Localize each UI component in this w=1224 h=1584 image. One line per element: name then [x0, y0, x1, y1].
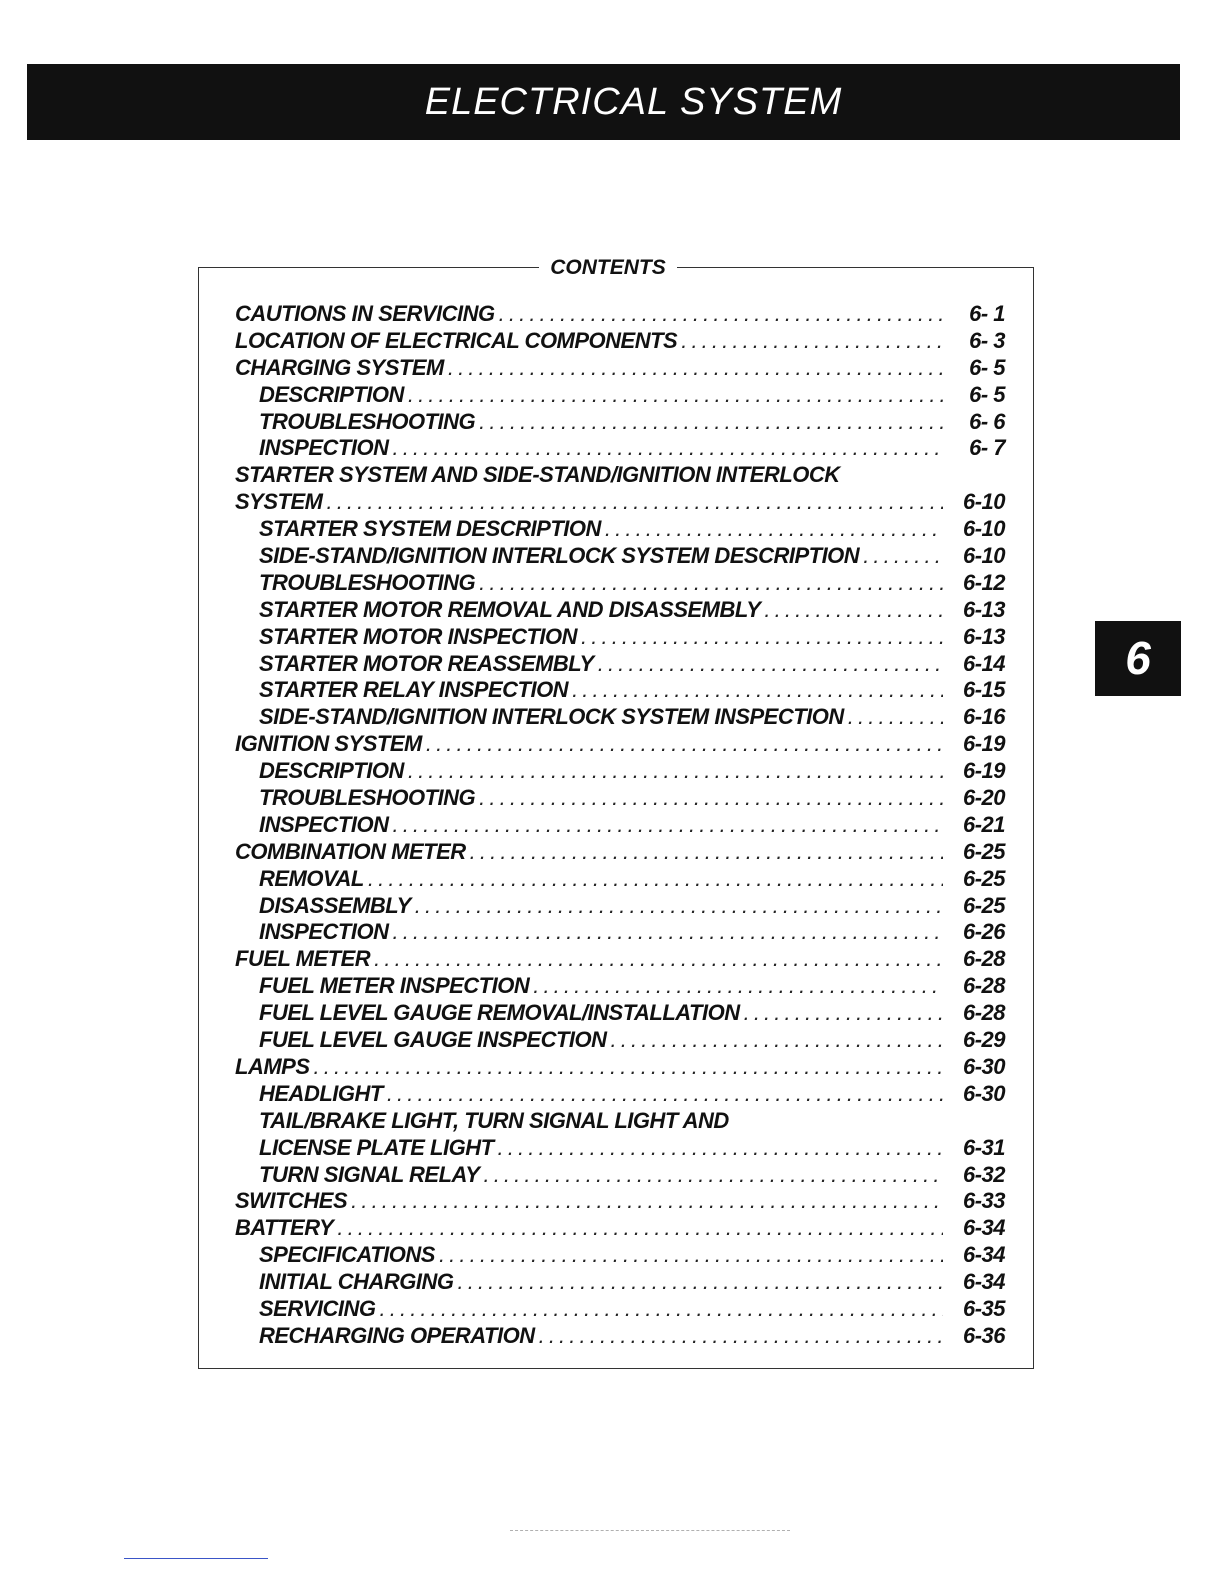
- toc-dot-leader: [605, 516, 943, 542]
- toc-entry-page: 6- 3: [969, 327, 1005, 353]
- toc-entry-page: 6-26: [962, 919, 1005, 945]
- toc-entry-title: FUEL METER: [235, 946, 371, 972]
- toc-dot-leader: [611, 1027, 943, 1053]
- toc-entry-title: INSPECTION: [259, 919, 389, 945]
- toc-entry-title: STARTER MOTOR REASSEMBLY: [259, 650, 594, 676]
- toc-dot-leader: [479, 570, 943, 596]
- toc-dot-leader: [572, 677, 943, 703]
- toc-entry-page: 6-16: [962, 704, 1005, 730]
- toc-dot-leader: [368, 866, 943, 892]
- toc-entry-page: 6-28: [962, 973, 1005, 999]
- toc-entry-page: 6-12: [962, 569, 1005, 595]
- toc-entry: [235, 651, 1005, 678]
- toc-entry: [235, 570, 1005, 597]
- toc-dot-leader: [374, 946, 943, 972]
- toc-dot-leader: [439, 1242, 943, 1268]
- toc-entry-page: 6-14: [962, 650, 1005, 676]
- toc-entry: [235, 1135, 1005, 1162]
- page-scan-marks: [510, 1530, 790, 1531]
- toc-entry-page: 6- 1: [969, 301, 1005, 326]
- toc-entry-title: REMOVAL: [259, 865, 364, 891]
- toc-entry-title: DISASSEMBLY: [259, 892, 411, 918]
- toc-entry: [235, 489, 1005, 516]
- toc-entry-page: 6-32: [962, 1161, 1005, 1187]
- toc-dot-leader: [533, 973, 943, 999]
- toc-entry-title: STARTER SYSTEM AND SIDE-STAND/IGNITION INTERLOCK: [235, 462, 840, 488]
- toc-entry: [235, 1242, 1005, 1269]
- toc-dot-leader: [448, 355, 943, 381]
- toc-entry-page: 6-25: [962, 892, 1005, 918]
- toc-entry-page: 6-10: [962, 489, 1005, 515]
- toc-entry-page: 6-10: [962, 516, 1005, 542]
- toc-list: [235, 301, 1005, 1350]
- toc-entry: [235, 839, 1005, 866]
- toc-entry-title: STARTER SYSTEM DESCRIPTION: [259, 516, 601, 542]
- toc-entry-page: 6-35: [962, 1295, 1005, 1321]
- toc-entry-page: 6-29: [962, 1027, 1005, 1053]
- toc-dot-leader: [479, 409, 943, 435]
- toc-entry: [235, 919, 1005, 946]
- toc-entry-title: TROUBLESHOOTING: [259, 569, 476, 595]
- toc-entry-page: 6-28: [962, 946, 1005, 972]
- toc-dot-leader: [470, 839, 943, 865]
- toc-entry: [235, 1269, 1005, 1296]
- toc-entry-page: 6-15: [962, 677, 1005, 703]
- chapter-tab: [1095, 621, 1181, 696]
- toc-dot-leader: [337, 1215, 943, 1241]
- toc-entry: [235, 946, 1005, 973]
- toc-entry: [235, 382, 1005, 409]
- toc-entry-title: COMBINATION METER: [235, 838, 466, 864]
- toc-entry: [235, 758, 1005, 785]
- toc-entry-page: 6- 5: [969, 381, 1005, 407]
- table-of-contents: [198, 256, 1034, 1369]
- toc-entry: [235, 785, 1005, 812]
- toc-entry-title: SIDE-STAND/IGNITION INTERLOCK SYSTEM DESCRIPTION: [259, 543, 860, 569]
- toc-entry-title: INSPECTION: [259, 811, 389, 837]
- toc-dot-leader: [380, 1296, 943, 1322]
- toc-entry: [235, 1081, 1005, 1108]
- toc-entry: [235, 355, 1005, 382]
- toc-dot-leader: [598, 651, 943, 677]
- toc-dot-leader: [408, 382, 943, 408]
- toc-entry-page: 6-19: [962, 731, 1005, 757]
- toc-entry-page: 6-31: [962, 1134, 1005, 1160]
- toc-entry-page: 6- 5: [969, 354, 1005, 380]
- toc-entry-page: 6-19: [962, 758, 1005, 784]
- toc-entry-title: SWITCHES: [235, 1188, 348, 1214]
- toc-dot-leader: [848, 704, 943, 730]
- toc-entry: [235, 1296, 1005, 1323]
- toc-entry-page: 6-28: [962, 1000, 1005, 1026]
- chapter-tab-number: 6: [1125, 632, 1151, 684]
- toc-entry-title: TROUBLESHOOTING: [259, 785, 476, 811]
- toc-entry-page: 6- 6: [969, 408, 1005, 434]
- toc-entry-title: INITIAL CHARGING: [259, 1269, 454, 1295]
- toc-entry-title: STARTER MOTOR INSPECTION: [259, 623, 578, 649]
- toc-entry-title: TAIL/BRAKE LIGHT, TURN SIGNAL LIGHT AND: [259, 1107, 729, 1133]
- toc-entry: [235, 893, 1005, 920]
- toc-entry: [235, 1054, 1005, 1081]
- toc-entry-page: 6-20: [962, 785, 1005, 811]
- toc-entry-title: DESCRIPTION: [259, 381, 404, 407]
- toc-dot-leader: [408, 758, 943, 784]
- toc-entry-page: 6-30: [962, 1080, 1005, 1106]
- toc-entry: [235, 516, 1005, 543]
- toc-entry: [235, 812, 1005, 839]
- toc-entry: [235, 973, 1005, 1000]
- toc-entry: [235, 597, 1005, 624]
- toc-entry-title: TROUBLESHOOTING: [259, 408, 476, 434]
- toc-entry-title: LAMPS: [235, 1053, 310, 1079]
- toc-entry: [235, 1027, 1005, 1054]
- toc-entry-page: 6-33: [962, 1188, 1005, 1214]
- toc-entry-title: SERVICING: [259, 1295, 376, 1321]
- toc-entry: [235, 624, 1005, 651]
- toc-entry-title: CAUTIONS IN SERVICING: [235, 301, 495, 326]
- toc-entry-page: 6-30: [962, 1053, 1005, 1079]
- toc-dot-leader: [744, 1000, 943, 1026]
- toc-entry-page: 6-34: [962, 1269, 1005, 1295]
- toc-entry-title: FUEL LEVEL GAUGE REMOVAL/INSTALLATION: [259, 1000, 740, 1026]
- toc-dot-leader: [426, 731, 943, 757]
- toc-dot-leader: [863, 543, 943, 569]
- toc-dot-leader: [387, 1081, 943, 1107]
- toc-entry-title: DESCRIPTION: [259, 758, 404, 784]
- toc-dot-leader: [681, 328, 943, 354]
- toc-dot-leader: [499, 301, 943, 327]
- toc-dot-leader: [392, 812, 943, 838]
- toc-dot-leader: [392, 435, 943, 461]
- toc-entry-page: 6-13: [962, 623, 1005, 649]
- footer-rule: [124, 1558, 268, 1559]
- toc-dot-leader: [581, 624, 943, 650]
- toc-entry: [235, 704, 1005, 731]
- toc-entry-page: 6-34: [962, 1215, 1005, 1241]
- toc-entry: [235, 1188, 1005, 1215]
- toc-dot-leader: [479, 785, 943, 811]
- toc-entry-title: STARTER MOTOR REMOVAL AND DISASSEMBLY: [259, 596, 761, 622]
- toc-entry: [235, 543, 1005, 570]
- toc-dot-leader: [498, 1135, 943, 1161]
- chapter-title: ELECTRICAL SYSTEM: [424, 81, 843, 123]
- toc-entry-title: STARTER RELAY INSPECTION: [259, 677, 569, 703]
- toc-entry-title: FUEL METER INSPECTION: [259, 973, 530, 999]
- toc-entry: [235, 301, 1005, 328]
- toc-entry-page: 6- 7: [969, 435, 1005, 461]
- toc-entry: [235, 462, 1005, 489]
- toc-entry: [235, 677, 1005, 704]
- toc-entry: [235, 328, 1005, 355]
- toc-entry-title: RECHARGING OPERATION: [259, 1322, 535, 1348]
- toc-entry-page: 6-10: [962, 543, 1005, 569]
- toc-entry-title: FUEL LEVEL GAUGE INSPECTION: [259, 1027, 607, 1053]
- toc-entry: [235, 1323, 1005, 1350]
- toc-entry-title: SYSTEM: [235, 489, 323, 515]
- contents-heading: CONTENTS: [539, 256, 677, 280]
- toc-entry-title: SIDE-STAND/IGNITION INTERLOCK SYSTEM INSPECTION: [259, 704, 844, 730]
- toc-dot-leader: [314, 1054, 944, 1080]
- toc-entry: [235, 435, 1005, 462]
- toc-entry-page: 6-21: [962, 811, 1005, 837]
- toc-dot-leader: [415, 893, 943, 919]
- chapter-title-banner: [27, 64, 1180, 140]
- toc-dot-leader: [483, 1162, 943, 1188]
- toc-entry: [235, 731, 1005, 758]
- toc-entry-page: 6-25: [962, 838, 1005, 864]
- toc-entry-title: IGNITION SYSTEM: [235, 731, 422, 757]
- toc-entry-title: SPECIFICATIONS: [259, 1242, 435, 1268]
- toc-dot-leader: [764, 597, 943, 623]
- toc-entry-title: HEADLIGHT: [259, 1080, 383, 1106]
- toc-entry-title: CHARGING SYSTEM: [235, 354, 444, 380]
- toc-dot-leader: [539, 1323, 943, 1349]
- toc-entry-title: BATTERY: [235, 1215, 334, 1241]
- toc-dot-leader: [351, 1188, 943, 1214]
- toc-dot-leader: [392, 919, 943, 945]
- toc-entry: [235, 1000, 1005, 1027]
- toc-entry-page: 6-13: [962, 596, 1005, 622]
- toc-entry-title: LICENSE PLATE LIGHT: [259, 1134, 494, 1160]
- toc-entry: [235, 1215, 1005, 1242]
- toc-entry: [235, 1108, 1005, 1135]
- toc-dot-leader: [326, 489, 943, 515]
- toc-entry: [235, 1162, 1005, 1189]
- toc-entry-title: LOCATION OF ELECTRICAL COMPONENTS: [235, 327, 678, 353]
- toc-entry: [235, 409, 1005, 436]
- toc-entry-page: 6-34: [962, 1242, 1005, 1268]
- toc-dot-leader: [457, 1269, 943, 1295]
- toc-entry-title: TURN SIGNAL RELAY: [259, 1161, 480, 1187]
- toc-entry-page: 6-25: [962, 865, 1005, 891]
- toc-entry: [235, 866, 1005, 893]
- toc-entry-title: INSPECTION: [259, 435, 389, 461]
- toc-entry-page: 6-36: [962, 1322, 1005, 1348]
